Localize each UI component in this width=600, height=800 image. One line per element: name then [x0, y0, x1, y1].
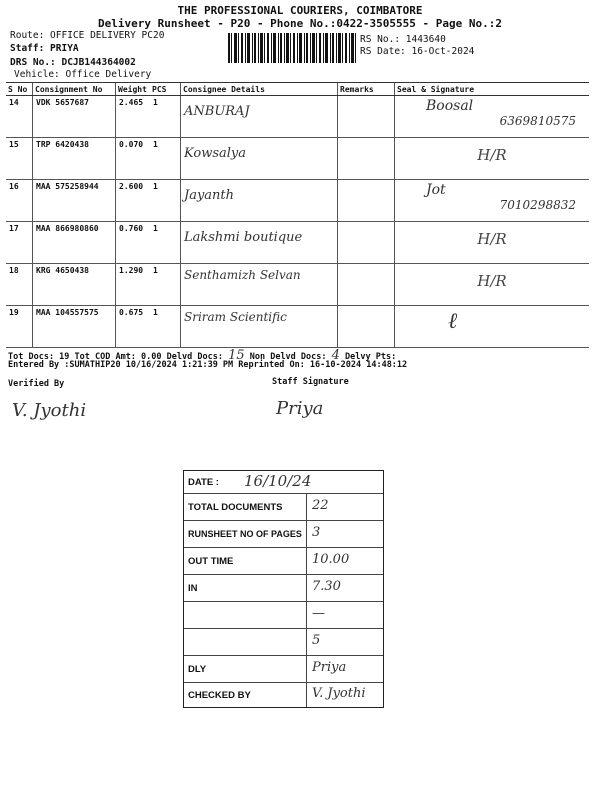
- table-row: [6, 138, 589, 180]
- entered-by-line: Entered By :SUMATHIP20 10/16/2024 1:21:39 PM Reprinted On: 16-10-2024 14:48:12: [8, 360, 408, 370]
- non-delivered-handwriting: 4: [331, 348, 340, 363]
- consignee-cell: [181, 264, 338, 306]
- rs-number: RS No.: 1443640: [360, 34, 446, 45]
- consignee-cell: [181, 222, 338, 264]
- staff-signature: Priya: [276, 398, 324, 419]
- seal-cell: [395, 222, 590, 264]
- signature-handwriting: H/R: [477, 272, 507, 290]
- stamp-row-label: RUNSHEET NO OF PAGES: [188, 529, 302, 539]
- consignee-handwriting: Kowsalya: [184, 146, 246, 161]
- rs-date: RS Date: 16-Oct-2024: [360, 46, 475, 57]
- stamp-row-value: Priya: [312, 660, 347, 675]
- phone-handwriting: 7010298832: [499, 198, 576, 212]
- stamp-row: [184, 629, 383, 656]
- sno-cell: 16: [6, 180, 33, 222]
- staff-signature-label: Staff Signature: [272, 377, 349, 387]
- seal-cell: [395, 138, 590, 180]
- runsheet-subtitle: Delivery Runsheet - P20 - Phone No.:0422-3505555 - Page No.:2: [98, 17, 502, 30]
- staff-label: Staff: PRIYA: [10, 43, 79, 54]
- table-row: [6, 180, 589, 222]
- stamp-row-value: V. Jyothi: [312, 686, 366, 701]
- column-header: Seal & Signature: [395, 83, 590, 96]
- remarks-cell: [338, 96, 395, 138]
- consignee-handwriting: Sriram Scientific: [184, 310, 287, 324]
- runsheet-table: [6, 82, 589, 348]
- sno-cell: 14: [6, 96, 33, 138]
- column-header: Remarks: [338, 83, 395, 96]
- weight-cell: 0.675: [116, 306, 151, 348]
- consignment-cell: MAA 104557575: [33, 306, 116, 348]
- consignment-cell: MAA 575258944: [33, 180, 116, 222]
- vehicle-label: Vehicle: Office Delivery: [14, 69, 152, 80]
- stamp-row: [184, 494, 383, 521]
- dispatch-stamp: [183, 470, 384, 708]
- stamp-row-value: 10.00: [312, 552, 350, 567]
- drs-number: DRS No.: DCJB144364002: [10, 57, 136, 68]
- stamp-date-label: DATE :: [188, 477, 219, 488]
- stamp-row-label: OUT TIME: [188, 556, 234, 567]
- signature-handwriting: H/R: [477, 146, 507, 164]
- pcs-cell: 1: [150, 222, 181, 264]
- stamp-row-value: 5: [312, 633, 321, 648]
- non-delivered-label: Non Delvd Docs:: [249, 352, 327, 362]
- delivered-docs-handwriting: 15: [228, 348, 245, 363]
- consignee-handwriting: Jayanth: [184, 188, 235, 203]
- stamp-row-value: 3: [312, 525, 321, 540]
- weight-cell: 0.760: [116, 222, 151, 264]
- signature-handwriting: ℓ: [448, 309, 458, 334]
- table-header-row: [6, 83, 589, 96]
- seal-cell: [395, 180, 590, 222]
- delivery-points-label: Delvy Pts:: [345, 352, 397, 362]
- totals-text: Tot Docs: 19 Tot COD Amt: 0.00 Delvd Docs:: [8, 352, 223, 362]
- seal-cell: [395, 264, 590, 306]
- stamp-row-label: DLY: [188, 664, 207, 675]
- consignee-cell: [181, 96, 338, 138]
- stamp-row-value: 22: [312, 498, 329, 513]
- remarks-cell: [338, 264, 395, 306]
- stamp-date-row: [184, 471, 383, 494]
- stamp-row: [184, 575, 383, 602]
- consignee-handwriting: Lakshmi boutique: [184, 230, 303, 245]
- stamp-date-value: 16/10/24: [244, 472, 312, 490]
- stamp-row: [184, 521, 383, 548]
- stamp-row-label: TOTAL DOCUMENTS: [188, 502, 283, 513]
- stamp-row-label: CHECKED BY: [188, 690, 251, 701]
- seal-cell: [395, 306, 590, 348]
- pcs-cell: 1: [150, 96, 181, 138]
- remarks-cell: [338, 138, 395, 180]
- stamp-row: [184, 548, 383, 575]
- consignee-cell: [181, 306, 338, 348]
- consignee-cell: [181, 138, 338, 180]
- signature-handwriting: Boosal: [426, 98, 474, 114]
- pcs-cell: 1: [150, 138, 181, 180]
- sno-cell: 19: [6, 306, 33, 348]
- table-row: [6, 306, 589, 348]
- remarks-cell: [338, 222, 395, 264]
- remarks-cell: [338, 306, 395, 348]
- weight-cell: 2.600: [116, 180, 151, 222]
- column-header: Consignee Details: [181, 83, 338, 96]
- column-header: S No: [6, 83, 33, 96]
- weight-cell: 2.465: [116, 96, 151, 138]
- consignment-cell: VDK 5657687: [33, 96, 116, 138]
- consignment-cell: MAA 866980860: [33, 222, 116, 264]
- pcs-cell: 1: [150, 264, 181, 306]
- table-row: [6, 222, 589, 264]
- consignment-cell: KRG 4650438: [33, 264, 116, 306]
- stamp-row-value: —: [312, 606, 325, 621]
- stamp-row: [184, 602, 383, 629]
- table-row: [6, 264, 589, 306]
- sno-cell: 17: [6, 222, 33, 264]
- company-title: THE PROFESSIONAL COURIERS, COIMBATORE: [177, 4, 423, 17]
- stamp-row-value: 7.30: [312, 579, 341, 594]
- signature-handwriting: Jot: [426, 182, 446, 198]
- remarks-cell: [338, 180, 395, 222]
- column-header: Consignment No: [33, 83, 116, 96]
- barcode-image: [228, 33, 356, 63]
- consignee-cell: [181, 180, 338, 222]
- signature-handwriting: H/R: [477, 230, 507, 248]
- column-header: PCS: [150, 83, 181, 96]
- weight-cell: 0.070: [116, 138, 151, 180]
- stamp-row: [184, 683, 383, 707]
- column-header: Weight: [116, 83, 151, 96]
- consignment-cell: TRP 6420438: [33, 138, 116, 180]
- phone-handwriting: 6369810575: [499, 114, 576, 128]
- route-label: Route: OFFICE DELIVERY PC20: [10, 30, 165, 41]
- stamp-row-label: IN: [188, 583, 198, 594]
- seal-cell: [395, 96, 590, 138]
- weight-cell: 1.290: [116, 264, 151, 306]
- table-row: [6, 96, 589, 138]
- verified-by-label: Verified By: [8, 379, 65, 389]
- pcs-cell: 1: [150, 180, 181, 222]
- consignee-handwriting: Senthamizh Selvan: [184, 268, 301, 282]
- pcs-cell: 1: [150, 306, 181, 348]
- sno-cell: 18: [6, 264, 33, 306]
- verified-signature: V. Jyothi: [12, 400, 87, 421]
- stamp-row: [184, 656, 383, 683]
- sno-cell: 15: [6, 138, 33, 180]
- consignee-handwriting: ANBURAJ: [184, 104, 250, 119]
